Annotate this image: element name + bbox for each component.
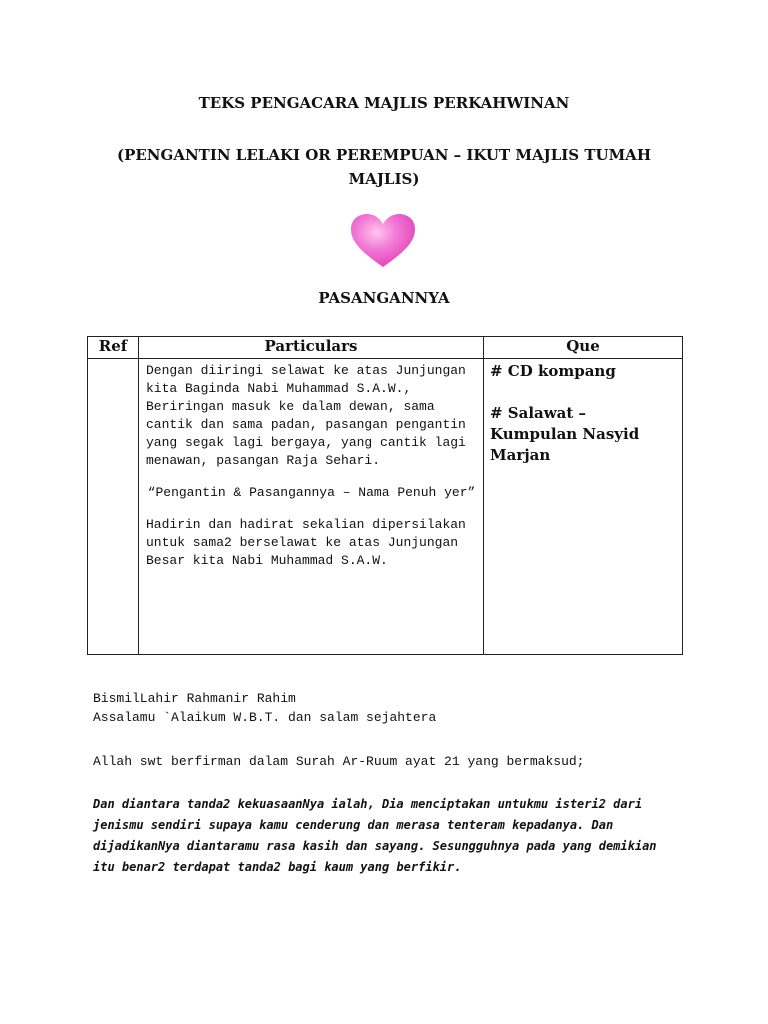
program-table: [87, 336, 683, 655]
particulars-cell: [139, 359, 484, 655]
heart-icon: [350, 213, 416, 269]
greeting-line: Assalamu `Alaikum W.B.T. dan salam sejahtera: [93, 710, 437, 725]
que-cell: [484, 359, 683, 655]
document-title: TEKS PENGACARA MAJLIS PERKAHWINAN: [198, 94, 570, 112]
verse-intro: [93, 752, 693, 771]
particulars-paragraph: Hadirin dan hadirat sekalian dipersilakan untuk sama2 berselawat ke atas Junjungan Besar kita Nabi Muhammad S.A.W.: [146, 517, 466, 568]
verse-intro-line: Allah swt berfirman dalam Surah Ar-Ruum ayat 21 yang bermaksud;: [93, 754, 585, 769]
header-que: Que: [484, 337, 683, 359]
table-header-row: [88, 337, 683, 359]
header-particulars: Particulars: [139, 337, 484, 359]
greeting-line: BismilLahir Rahmanir Rahim: [93, 691, 296, 706]
verse-text: Dan diantara tanda2 kekuasaanNya ialah, Dia menciptakan untukmu isteri2 dari jenismu sendiri supaya kamu cenderung dan merasa tenteram kepadanya. Dan dijadikanNya diantaramu rasa kasih dan sayang. Sesungguhnya pada yang demikian itu benar2 terdapat tanda2 bagi kaum yang berfikir.: [93, 797, 657, 874]
que-item: # CD kompang: [490, 362, 616, 380]
particulars-paragraph: “Pengantin & Pasangannya – Nama Penuh yer”: [147, 485, 476, 500]
document-subtitle: (PENGANTIN LELAKI OR PEREMPUAN – IKUT MAJLIS TUMAH MAJLIS): [117, 146, 651, 188]
ref-cell: [88, 359, 139, 655]
greeting: [93, 689, 693, 727]
table-row: [88, 359, 683, 655]
particulars-paragraph: Dengan diiringi selawat ke atas Junjungan kita Baginda Nabi Muhammad S.A.W., Beriringan masuk ke dalam dewan, sama cantik dan sama padan, pasangan pengantin yang segak lagi bergaya, yang cantik lagi menawan, pasangan Raja Sehari.: [146, 363, 466, 468]
section-title: PASANGANNYA: [318, 289, 450, 307]
que-item: # Salawat – Kumpulan Nasyid Marjan: [490, 404, 640, 464]
header-ref: Ref: [88, 337, 139, 359]
